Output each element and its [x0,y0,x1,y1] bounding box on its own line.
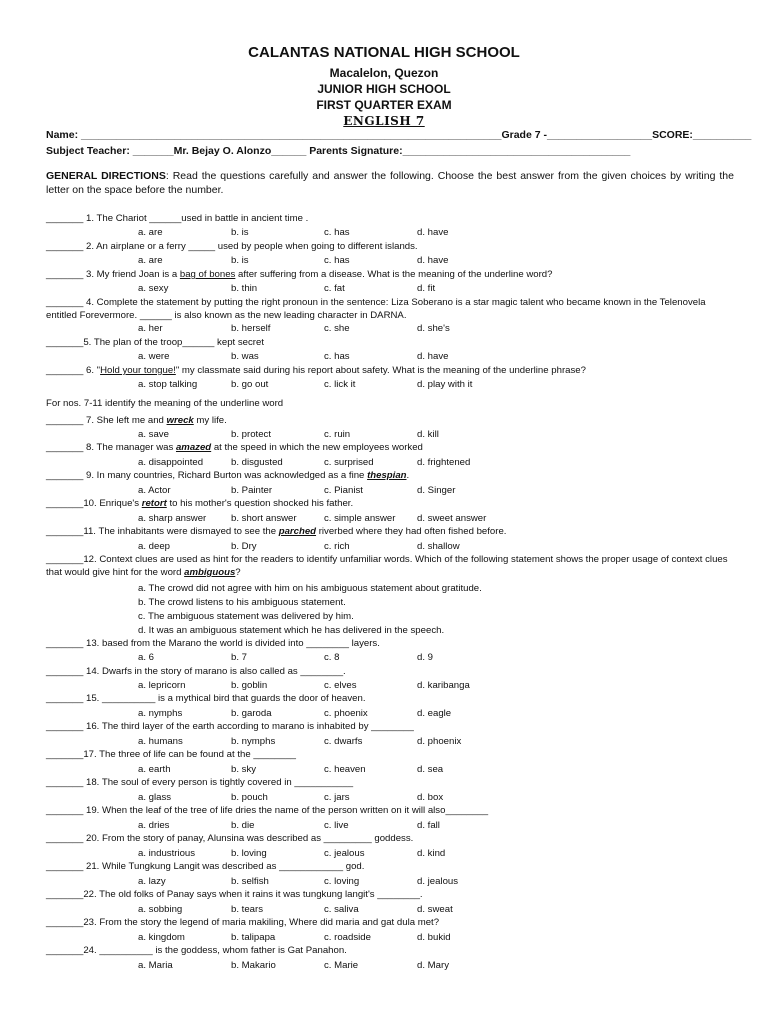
answer-option: b. protect [231,429,271,440]
answer-option: d. have [417,255,449,266]
answer-option: b. disgusted [231,457,283,468]
answer-option: a. nymphs [138,708,183,719]
answer-option: c. live [324,820,349,831]
question-text [46,525,506,538]
question-text [46,364,586,377]
question-text [46,469,409,482]
answer-option: d. jealous [417,876,459,887]
answer-option: c. jealous [324,848,365,859]
answer-option: b. The crowd listens to his ambiguous statement. [138,597,346,608]
answer-option: a. glass [138,792,172,803]
directions-text: : Read the questions carefully and answer the following. Choose the best answer from the given choices by writing the letter on the space before the number. [46,170,734,196]
answer-option: a. 6 [138,652,155,663]
answer-option: d. play with it [417,379,473,390]
answer-option: a. dries [138,820,170,831]
answer-option: b. pouch [231,792,268,803]
answer-option: c. dwarfs [324,736,363,747]
exam-title: FIRST QUARTER EXAM [316,98,452,112]
answer-option: d. bukid [417,932,451,943]
answer-option: d. sweet answer [417,513,487,524]
answer-option: a. sobbing [138,904,183,915]
answer-option: a. earth [138,764,171,775]
answer-option: c. heaven [324,764,366,775]
answer-option: d. she's [417,323,450,334]
answer-option: a. were [138,351,170,362]
answer-option: d. fall [417,820,440,831]
answer-option: d. have [417,227,449,238]
answer-option: c. has [324,351,350,362]
keyword: wreck [166,415,194,426]
question-text: _______24. __________ is the goddess, whom father is Gat Panahon. [46,945,347,956]
question-text: _______ 4. Complete the statement by putting the right pronoun in the sentence: Liza Soberano is a star magic talent who became known in the Telenovela entitled Forevermore. ______ is also known as the new leading character in DARNA. [46,297,706,321]
answer-option: d. fit [417,283,436,294]
answer-option: d. kind [417,848,446,859]
question-text-part: to his mother's question shocked his father. [166,498,354,509]
answer-option: b. was [231,351,259,362]
answer-option: b. 7 [231,652,248,663]
answer-option: d. frightened [417,457,471,468]
answer-option: a. stop talking [138,379,198,390]
answer-option: a. industrious [138,848,196,859]
answer-option: c. rich [324,541,350,552]
answer-option: a. kingdom [138,932,185,943]
answer-option: d. phoenix [417,736,462,747]
keyword: Hold your tongue! [100,365,176,376]
question-text-part: _______ 8. The manager was [46,442,176,453]
question-text: _______ 21. While Tungkung Langit was described as ____________ god. [46,861,365,872]
question-text-part: _______ 3. My friend Joan is a [46,269,180,280]
answer-option: d. box [417,792,444,803]
question-text-part: . [406,470,410,481]
question-text-part: _______10. Enrique's [46,498,142,509]
student-info-line: Name: ________________________________________________________________________Grade 7 -__________________SCORE:__________ [46,129,752,141]
answer-option: c. loving [324,876,360,887]
answer-option: c. fat [324,283,345,294]
answer-option: c. Pianist [324,485,363,496]
answer-option: c. jars [324,792,350,803]
answer-option: b. Painter [231,485,273,496]
answer-option: d. sweat [417,904,453,915]
answer-option: d. Singer [417,485,456,496]
answer-option: b. thin [231,283,258,294]
answer-option: b. is [231,227,249,238]
answer-option: a. lazy [138,876,166,887]
answer-option: c. surprised [324,457,374,468]
keyword: bag of bones [179,269,236,280]
answer-option: b. sky [231,764,257,775]
section-note: For nos. 7-11 identify the meaning of the underline word [46,398,284,409]
answer-option: a. The crowd did not agree with him on his ambiguous statement about gratitude. [138,583,482,594]
answer-option: a. sharp answer [138,513,207,524]
answer-option: b. loving [231,848,267,859]
school-location: Macalelon, Quezon [329,66,439,80]
question-text-part: after suffering from a disease. What is the meaning of the underline word? [235,269,553,280]
answer-option: d. have [417,351,449,362]
answer-option: a. Maria [138,960,173,971]
answer-option: c. lick it [324,379,356,390]
answer-option: a. save [138,429,169,440]
answer-option: b. Makario [231,960,276,971]
answer-option: c. phoenix [324,708,368,719]
question-text: _______5. The plan of the troop______ kept secret [46,337,264,348]
answer-option: b. selfish [231,876,269,887]
school-level: JUNIOR HIGH SCHOOL [317,82,451,96]
question-text-part: ? [235,567,241,578]
question-text: _______ 15. __________ is a mythical bird that guards the door of heaven. [46,693,366,704]
question-text [46,553,736,579]
answer-option: b. goblin [231,680,268,691]
question-text: _______ 18. The soul of every person is tightly covered in ___________ [46,777,354,788]
answer-option: b. is [231,255,249,266]
question-text-part: _______ 9. In many countries, Richard Burton was acknowledged as a fine [46,470,368,481]
exam-subject: ENGLISH 7 [343,114,425,128]
answer-option: c. she [324,323,350,334]
answer-option: a. lepricorn [138,680,186,691]
answer-option: d. It was an ambiguous statement which he has delivered in the speech. [138,625,445,636]
answer-option: d. kill [417,429,439,440]
answer-option: b. Dry [231,541,257,552]
question-text: _______ 14. Dwarfs in the story of marano is also called as ________. [46,666,346,677]
question-text [46,441,423,454]
answer-option: a. Actor [138,485,171,496]
answer-option: c. roadside [324,932,371,943]
answer-option: d. shallow [417,541,460,552]
school-name: CALANTAS NATIONAL HIGH SCHOOL [248,44,520,61]
answer-option: a. are [138,227,163,238]
question-text-part: _______ 7. She left me and [46,415,167,426]
keyword: parched [278,526,317,537]
answer-option: d. 9 [417,652,434,663]
question-text [46,414,227,427]
answer-option: d. sea [417,764,444,775]
question-text [46,268,552,281]
answer-option: c. has [324,227,350,238]
question-text-part: _______12. Context clues are used as hint for the readers to identify unfamiliar words. Which of the following statement shows the proper usage of context clues that would give hint for the word [46,554,728,578]
question-text: _______ 1. The Chariot ______used in battle in ancient time . [46,213,309,224]
answer-option: b. die [231,820,255,831]
keyword: retort [141,498,167,509]
answer-option: a. her [138,323,163,334]
keyword: ambiguous [184,567,236,578]
answer-option: b. short answer [231,513,297,524]
answer-option: b. nymphs [231,736,276,747]
answer-option: d. Mary [417,960,449,971]
question-text: _______ 20. From the story of panay, Alunsina was described as _________ goddess. [46,833,414,844]
question-text: _______ 13. based from the Marano the world is divided into ________ layers. [46,638,380,649]
answer-option: c. ruin [324,429,351,440]
question-text-part: at the speed in which the new employees worked [211,442,423,453]
question-text: _______ 2. An airplane or a ferry _____ used by people when going to different islands. [46,241,418,252]
question-text: _______ 19. When the leaf of the tree of life dries the name of the person written on it will also________ [46,805,489,816]
question-text-part: riverbed where they had often fished before. [316,526,507,537]
answer-option: b. talipapa [231,932,276,943]
answer-option: b. go out [231,379,269,390]
answer-option: c. The ambiguous statement was delivered by him. [138,611,354,622]
answer-option: b. tears [231,904,263,915]
answer-option: d. karibanga [417,680,470,691]
question-text-part: " my classmate said during his report about safety. What is the meaning of the underline phrase? [175,365,586,376]
question-text: _______17. The three of life can be found at the ________ [46,749,296,760]
question-text: _______ 16. The third layer of the earth according to marano is inhabited by ________ [46,721,414,732]
answer-option: c. 8 [324,652,340,663]
answer-option: c. saliva [324,904,359,915]
keyword: thespian [367,470,407,481]
answer-option: b. herself [231,323,271,334]
answer-option: b. garoda [231,708,272,719]
answer-option: a. are [138,255,163,266]
answer-option: a. humans [138,736,183,747]
question-text-part: _______11. The inhabitants were dismayed to see the [46,526,279,537]
answer-option: c. has [324,255,350,266]
answer-option: a. sexy [138,283,169,294]
directions-label: GENERAL DIRECTIONS [46,170,166,182]
answer-option: c. elves [324,680,357,691]
answer-option: c. Marie [324,960,359,971]
question-text: _______22. The old folks of Panay says when it rains it was tungkung langit's ________. [46,889,423,900]
answer-option: a. deep [138,541,171,552]
answer-option: c. simple answer [324,513,396,524]
keyword: amazed [175,442,212,453]
question-text: _______23. From the story the legend of maria makiling, Where did maria and gat dula met? [46,917,440,928]
question-text-part: my life. [193,415,227,426]
answer-option: a. disappointed [138,457,204,468]
question-text [46,497,353,510]
answer-option: d. eagle [417,708,452,719]
question-text-part: _______ 6. " [46,365,101,376]
teacher-info-line: Subject Teacher: _______Mr. Bejay O. Alonzo______ Parents Signature:_______________________________________ [46,145,631,157]
